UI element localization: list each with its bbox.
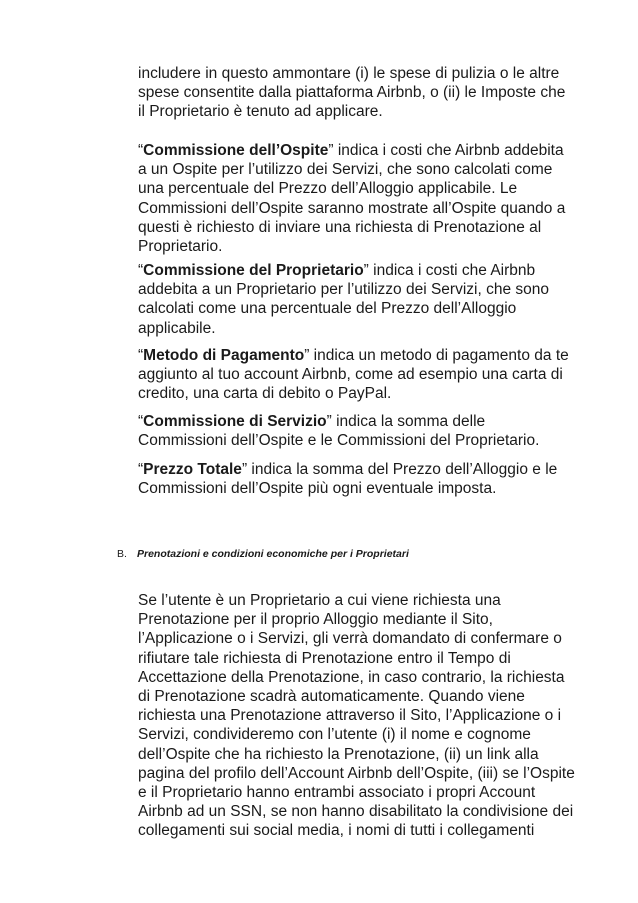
text-line <box>138 141 588 160</box>
definition-text: ” indica la somma del Prezzo dell’Alloggio e le <box>241 461 558 478</box>
text-line: Commissioni dell’Ospite più ogni eventuale imposta. <box>138 480 497 498</box>
text-line: a un Ospite per l’utilizzo dei Servizi, che sono calcolati come <box>138 161 553 179</box>
text-line: applicabile. <box>138 319 216 337</box>
text-line: Commissioni dell’Ospite e le Commissioni del Proprietario. <box>138 432 540 450</box>
open-quote: “ <box>138 413 144 430</box>
text-line: rifiutare tale richiesta di Prenotazione entro il Tempo di <box>138 649 511 667</box>
body-paragraph <box>138 591 588 840</box>
text-line: Prenotazione per il proprio Alloggio mediante il Sito, <box>138 611 493 629</box>
defined-term: Commissione di Servizio <box>143 413 327 430</box>
text-line: aggiunto al tuo account Airbnb, come ad esempio una carta di <box>138 366 563 384</box>
defined-term: Metodo di Pagamento <box>143 347 305 364</box>
definition-text: ” indica un metodo di pagamento da te <box>304 347 569 364</box>
text-line: Servizi, condivideremo con l’utente (i) il nome e cognome <box>138 726 531 744</box>
text-line: Accettazione della Prenotazione, in caso contrario, la richiesta <box>138 668 565 686</box>
text-line: pagina del profilo dell’Account Airbnb dell’Ospite, (iii) se l’Ospite <box>138 764 575 782</box>
text-line: addebita a un Proprietario per l’utilizzo dei Servizi, che sono <box>138 281 549 299</box>
section-heading-b <box>117 548 409 560</box>
open-quote: “ <box>138 262 144 279</box>
text-line: spese consentite dalla piattaforma Airbnb, o (ii) le Imposte che <box>138 84 566 102</box>
text-line: e il Proprietario hanno entrambi associato i propri Account <box>138 783 536 801</box>
text-line: Airbnb ad un SSN, se non hanno disabilitato la condivisione dei <box>138 803 574 821</box>
definition-text: ” indica i costi che Airbnb <box>363 262 536 279</box>
open-quote: “ <box>138 461 144 478</box>
text-line: Proprietario. <box>138 237 223 255</box>
section-title: Prenotazioni e condizioni economiche per i Proprietari <box>137 548 409 560</box>
defined-term: Commissione dell’Ospite <box>143 142 329 159</box>
definition-host-fee <box>138 261 588 338</box>
text-line <box>138 346 588 365</box>
text-line: credito, una carta di debito o PayPal. <box>138 385 392 403</box>
text-line <box>138 412 588 431</box>
section-letter: B. <box>117 548 127 560</box>
text-line: Commissioni dell’Ospite saranno mostrate all’Ospite quando a <box>138 199 566 217</box>
text-line: l’Applicazione o i Servizi, gli verrà domandato di confermare o <box>138 630 562 648</box>
text-line: includere in questo ammontare (i) le spese di pulizia o le altre <box>138 65 560 82</box>
defined-term: Prezzo Totale <box>143 461 242 478</box>
definition-service-fee <box>138 412 588 450</box>
text-line: richiesta una Prenotazione attraverso il Sito, l’Applicazione o i <box>138 707 562 725</box>
defined-term: Commissione del Proprietario <box>143 262 364 279</box>
text-line: collegamenti sui social media, i nomi di tutti i collegamenti <box>138 822 535 840</box>
text-line: dell’Ospite che ha richiesto la Prenotazione, (ii) un link alla <box>138 745 539 763</box>
definition-guest-fee <box>138 141 588 256</box>
text-line: di Prenotazione scadrà automaticamente. Quando viene <box>138 687 525 705</box>
text-line: il Proprietario è tenuto ad applicare. <box>138 103 383 121</box>
open-quote: “ <box>138 142 144 159</box>
text-line: calcolati come una percentuale del Prezzo dell’Alloggio <box>138 300 517 318</box>
text-line: una percentuale del Prezzo dell’Alloggio applicabile. Le <box>138 180 518 198</box>
text-line: Se l’utente è un Proprietario a cui viene richiesta una <box>138 592 501 609</box>
definition-total-price <box>138 460 588 498</box>
intro-paragraph <box>138 64 588 122</box>
text-line: questi è richiesto di inviare una richiesta di Prenotazione al <box>138 218 542 236</box>
definition-text: ” indica i costi che Airbnb addebita <box>328 142 564 159</box>
definition-text: ” indica la somma delle <box>326 413 486 430</box>
open-quote: “ <box>138 347 144 364</box>
text-line <box>138 261 588 280</box>
text-line <box>138 460 588 479</box>
definition-payment-method <box>138 346 588 404</box>
